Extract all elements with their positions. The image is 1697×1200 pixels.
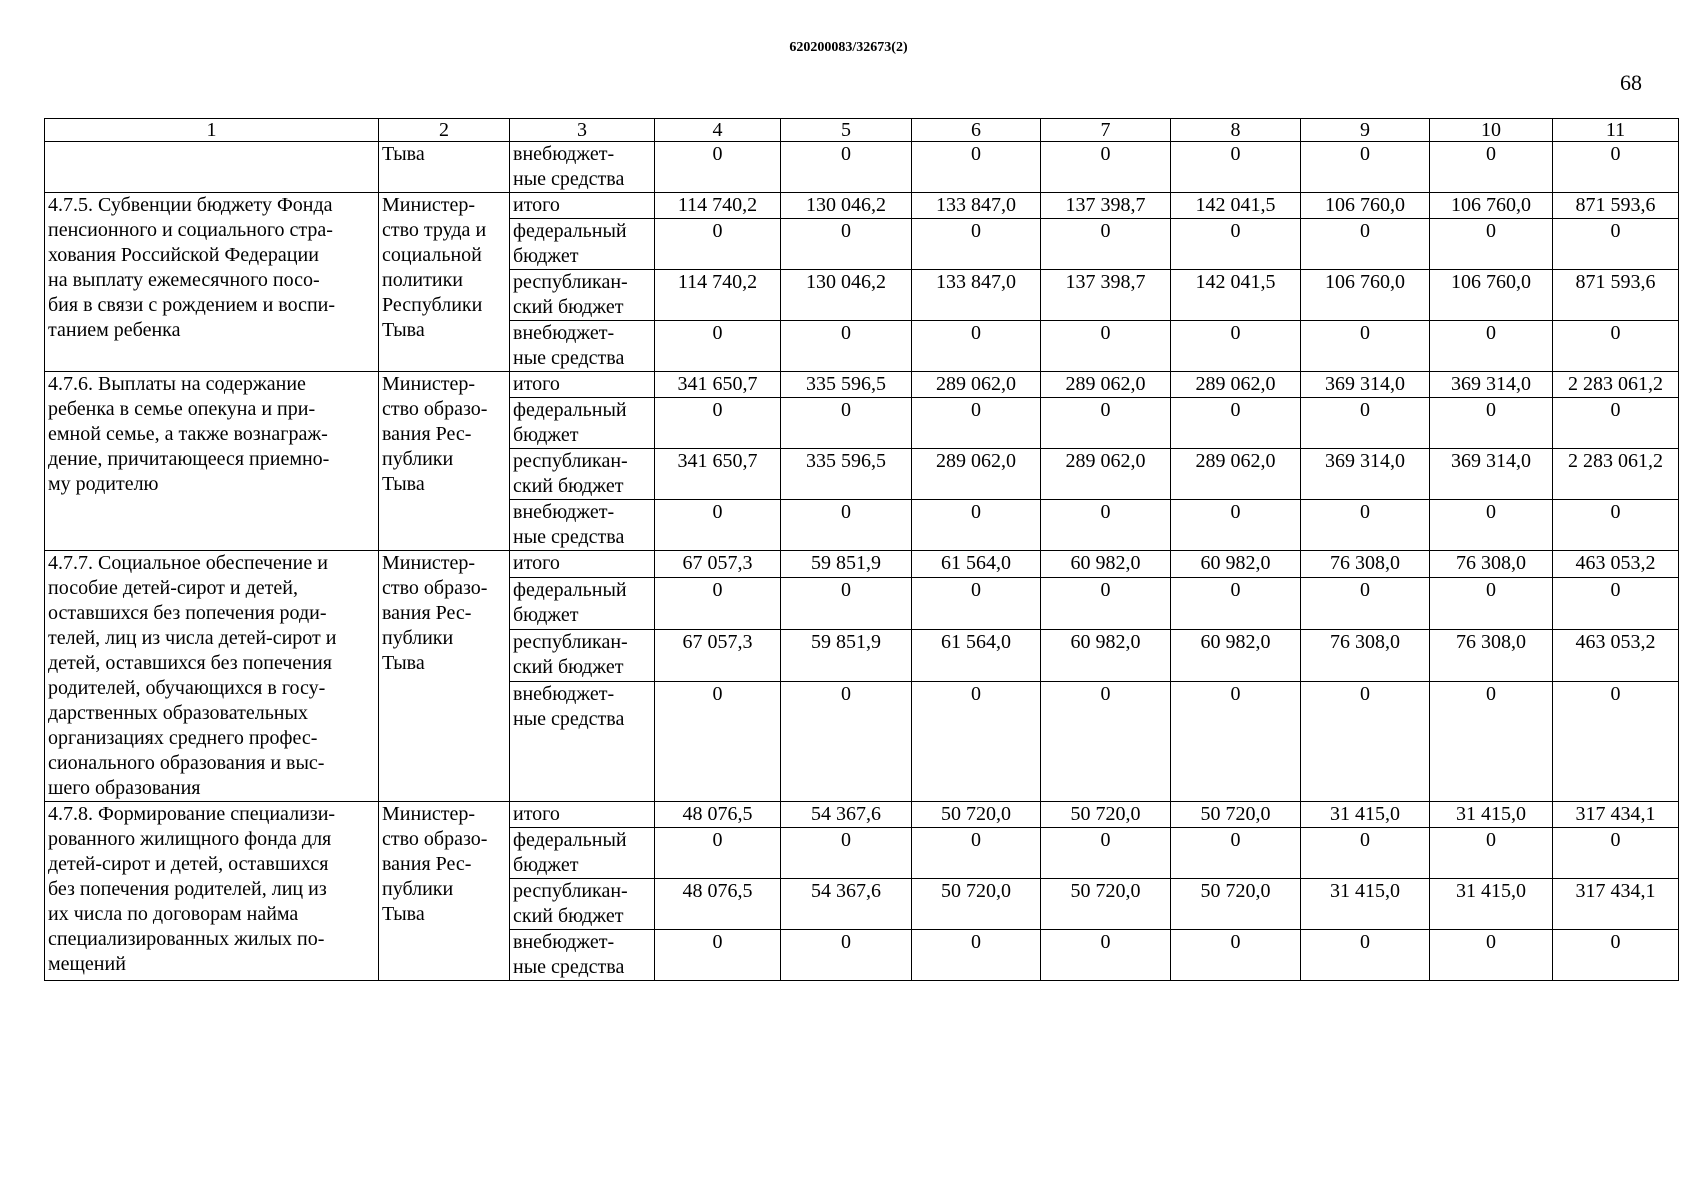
page-number: 68 (1620, 70, 1642, 95)
amount-cell: 0 (1041, 219, 1171, 270)
amount-cell: 0 (1553, 500, 1679, 551)
amount-cell: 0 (1430, 681, 1553, 801)
amount-cell: 0 (655, 577, 781, 629)
amount-cell: 133 847,0 (912, 193, 1041, 219)
funding-source-label: внебюджет- ные средства (510, 930, 655, 981)
amount-cell: 335 596,5 (781, 372, 912, 398)
amount-cell: 76 308,0 (1301, 551, 1430, 578)
amount-cell: 137 398,7 (1041, 270, 1171, 321)
amount-cell: 50 720,0 (912, 879, 1041, 930)
amount-cell: 289 062,0 (912, 372, 1041, 398)
amount-cell: 0 (1301, 398, 1430, 449)
table-row (45, 551, 1679, 578)
executor-name: Министер- ство образо- вания Рес- публики Тыва (379, 551, 510, 802)
column-number: 9 (1301, 119, 1430, 142)
amount-cell: 369 314,0 (1430, 449, 1553, 500)
funding-source-label: внебюджет- ные средства (510, 321, 655, 372)
column-number: 6 (912, 119, 1041, 142)
amount-cell: 0 (1301, 930, 1430, 981)
amount-cell: 59 851,9 (781, 551, 912, 578)
amount-cell: 61 564,0 (912, 629, 1041, 681)
column-number-row (45, 119, 1679, 142)
table-row (45, 372, 1679, 398)
table-row (45, 193, 1679, 219)
amount-cell: 0 (1553, 577, 1679, 629)
amount-cell: 0 (655, 219, 781, 270)
amount-cell: 60 982,0 (1171, 629, 1301, 681)
amount-cell: 289 062,0 (912, 449, 1041, 500)
amount-cell: 54 367,6 (781, 802, 912, 828)
amount-cell: 317 434,1 (1553, 802, 1679, 828)
amount-cell: 76 308,0 (1430, 551, 1553, 578)
amount-cell: 48 076,5 (655, 879, 781, 930)
amount-cell: 0 (1430, 828, 1553, 879)
amount-cell: 2 283 061,2 (1553, 372, 1679, 398)
amount-cell: 0 (1171, 142, 1301, 193)
amount-cell: 0 (781, 577, 912, 629)
amount-cell: 0 (1171, 930, 1301, 981)
activity-description: 4.7.7. Социальное обеспечение и пособие детей-сирот и детей, оставшихся без попечения роди- телей, лиц из числа детей-сирот и детей, оставшихся без попечения родителей, обучающихся в госу- дарственных образовательных организациях среднего профес- сионального образования и выс- шего образования (45, 551, 379, 802)
amount-cell: 50 720,0 (1041, 879, 1171, 930)
budget-table (44, 118, 1679, 981)
amount-cell: 0 (1430, 577, 1553, 629)
amount-cell: 59 851,9 (781, 629, 912, 681)
amount-cell: 106 760,0 (1301, 193, 1430, 219)
amount-cell: 0 (781, 398, 912, 449)
amount-cell: 106 760,0 (1430, 193, 1553, 219)
amount-cell: 0 (1301, 142, 1430, 193)
amount-cell: 54 367,6 (781, 879, 912, 930)
amount-cell: 0 (1171, 219, 1301, 270)
amount-cell: 0 (912, 142, 1041, 193)
amount-cell: 0 (655, 681, 781, 801)
amount-cell: 0 (655, 142, 781, 193)
amount-cell: 0 (781, 321, 912, 372)
amount-cell: 0 (1430, 930, 1553, 981)
column-number: 5 (781, 119, 912, 142)
amount-cell: 0 (1430, 398, 1553, 449)
amount-cell: 0 (1301, 577, 1430, 629)
amount-cell: 130 046,2 (781, 270, 912, 321)
amount-cell: 31 415,0 (1430, 802, 1553, 828)
amount-cell: 67 057,3 (655, 551, 781, 578)
funding-source-label: республикан- ский бюджет (510, 629, 655, 681)
amount-cell: 114 740,2 (655, 193, 781, 219)
amount-cell: 0 (1041, 398, 1171, 449)
amount-cell: 0 (1553, 398, 1679, 449)
amount-cell: 114 740,2 (655, 270, 781, 321)
amount-cell: 0 (1041, 681, 1171, 801)
amount-cell: 0 (1430, 219, 1553, 270)
amount-cell: 130 046,2 (781, 193, 912, 219)
funding-source-label: итого (510, 372, 655, 398)
amount-cell: 871 593,6 (1553, 270, 1679, 321)
amount-cell: 289 062,0 (1041, 372, 1171, 398)
amount-cell: 76 308,0 (1301, 629, 1430, 681)
funding-source-label: федеральный бюджет (510, 577, 655, 629)
funding-source-label: республикан- ский бюджет (510, 879, 655, 930)
funding-source-label: внебюджет- ные средства (510, 500, 655, 551)
amount-cell: 137 398,7 (1041, 193, 1171, 219)
amount-cell: 0 (655, 398, 781, 449)
amount-cell: 0 (912, 219, 1041, 270)
activity-description: 4.7.8. Формирование специализи- рованного жилищного фонда для детей-сирот и детей, оставшихся без попечения родителей, лиц из их числа по договорам найма специализированных жилых по- мещений (45, 802, 379, 981)
column-number: 1 (45, 119, 379, 142)
amount-cell: 289 062,0 (1171, 372, 1301, 398)
executor-name: Министер- ство труда и социальной политики Республики Тыва (379, 193, 510, 372)
amount-cell: 0 (655, 828, 781, 879)
amount-cell: 50 720,0 (912, 802, 1041, 828)
amount-cell: 142 041,5 (1171, 193, 1301, 219)
amount-cell: 50 720,0 (1171, 879, 1301, 930)
activity-description: 4.7.6. Выплаты на содержание ребенка в семье опекуна и при- емной семье, а также вознаграж- дение, причитающееся приемно- му родителю (45, 372, 379, 551)
amount-cell: 76 308,0 (1430, 629, 1553, 681)
amount-cell: 0 (655, 500, 781, 551)
amount-cell: 60 982,0 (1041, 629, 1171, 681)
column-number: 4 (655, 119, 781, 142)
amount-cell: 0 (912, 500, 1041, 551)
amount-cell: 31 415,0 (1301, 802, 1430, 828)
amount-cell: 871 593,6 (1553, 193, 1679, 219)
amount-cell: 0 (912, 577, 1041, 629)
amount-cell: 369 314,0 (1430, 372, 1553, 398)
column-number: 3 (510, 119, 655, 142)
amount-cell: 67 057,3 (655, 629, 781, 681)
column-number: 10 (1430, 119, 1553, 142)
amount-cell: 106 760,0 (1301, 270, 1430, 321)
funding-source-label: внебюджет- ные средства (510, 142, 655, 193)
amount-cell: 0 (912, 398, 1041, 449)
column-number: 8 (1171, 119, 1301, 142)
amount-cell: 0 (781, 500, 912, 551)
amount-cell: 0 (1301, 219, 1430, 270)
amount-cell: 0 (1301, 321, 1430, 372)
amount-cell: 369 314,0 (1301, 449, 1430, 500)
amount-cell: 0 (1041, 142, 1171, 193)
amount-cell: 0 (781, 828, 912, 879)
amount-cell: 341 650,7 (655, 449, 781, 500)
amount-cell: 0 (1553, 142, 1679, 193)
amount-cell: 48 076,5 (655, 802, 781, 828)
amount-cell: 60 982,0 (1041, 551, 1171, 578)
activity-description: 4.7.5. Субвенции бюджету Фонда пенсионного и социального стра- хования Российской Федерации на выплату ежемесячного посо- бия в связи с рождением и воспи- танием ребенка (45, 193, 379, 372)
executor-name: Министер- ство образо- вания Рес- публики Тыва (379, 802, 510, 981)
activity-description (45, 142, 379, 193)
amount-cell: 289 062,0 (1041, 449, 1171, 500)
amount-cell: 463 053,2 (1553, 551, 1679, 578)
column-number: 7 (1041, 119, 1171, 142)
amount-cell: 0 (1171, 828, 1301, 879)
amount-cell: 0 (912, 321, 1041, 372)
amount-cell: 0 (912, 930, 1041, 981)
amount-cell: 0 (1301, 681, 1430, 801)
amount-cell: 0 (1041, 577, 1171, 629)
amount-cell: 106 760,0 (1430, 270, 1553, 321)
amount-cell: 0 (912, 681, 1041, 801)
amount-cell: 60 982,0 (1171, 551, 1301, 578)
funding-source-label: итого (510, 193, 655, 219)
amount-cell: 0 (1041, 930, 1171, 981)
document-id: 620200083/32673(2) (789, 40, 908, 55)
amount-cell: 289 062,0 (1171, 449, 1301, 500)
amount-cell: 0 (781, 142, 912, 193)
amount-cell: 0 (1430, 321, 1553, 372)
table-row (45, 142, 1679, 193)
amount-cell: 0 (1171, 398, 1301, 449)
amount-cell: 0 (1301, 828, 1430, 879)
amount-cell: 0 (781, 930, 912, 981)
amount-cell: 133 847,0 (912, 270, 1041, 321)
funding-source-label: итого (510, 802, 655, 828)
column-number: 11 (1553, 119, 1679, 142)
funding-source-label: федеральный бюджет (510, 219, 655, 270)
amount-cell: 335 596,5 (781, 449, 912, 500)
amount-cell: 0 (655, 321, 781, 372)
amount-cell: 0 (1430, 500, 1553, 551)
amount-cell: 31 415,0 (1301, 879, 1430, 930)
amount-cell: 369 314,0 (1301, 372, 1430, 398)
amount-cell: 463 053,2 (1553, 629, 1679, 681)
funding-source-label: внебюджет- ные средства (510, 681, 655, 801)
amount-cell: 0 (655, 930, 781, 981)
amount-cell: 0 (1171, 577, 1301, 629)
amount-cell: 0 (1301, 500, 1430, 551)
amount-cell: 50 720,0 (1041, 802, 1171, 828)
funding-source-label: федеральный бюджет (510, 828, 655, 879)
executor-name: Тыва (379, 142, 510, 193)
amount-cell: 61 564,0 (912, 551, 1041, 578)
executor-name: Министер- ство образо- вания Рес- публики Тыва (379, 372, 510, 551)
amount-cell: 31 415,0 (1430, 879, 1553, 930)
funding-source-label: республикан- ский бюджет (510, 449, 655, 500)
amount-cell: 0 (781, 681, 912, 801)
amount-cell: 0 (1041, 828, 1171, 879)
amount-cell: 50 720,0 (1171, 802, 1301, 828)
amount-cell: 142 041,5 (1171, 270, 1301, 321)
funding-source-label: федеральный бюджет (510, 398, 655, 449)
amount-cell: 0 (1041, 321, 1171, 372)
amount-cell: 0 (1553, 828, 1679, 879)
amount-cell: 2 283 061,2 (1553, 449, 1679, 500)
amount-cell: 0 (1553, 219, 1679, 270)
amount-cell: 0 (1553, 930, 1679, 981)
amount-cell: 0 (912, 828, 1041, 879)
table-row (45, 802, 1679, 828)
amount-cell: 0 (1171, 681, 1301, 801)
amount-cell: 0 (1430, 142, 1553, 193)
amount-cell: 0 (1171, 321, 1301, 372)
funding-source-label: республикан- ский бюджет (510, 270, 655, 321)
column-number: 2 (379, 119, 510, 142)
amount-cell: 0 (1041, 500, 1171, 551)
amount-cell: 317 434,1 (1553, 879, 1679, 930)
amount-cell: 341 650,7 (655, 372, 781, 398)
amount-cell: 0 (1553, 321, 1679, 372)
amount-cell: 0 (1171, 500, 1301, 551)
amount-cell: 0 (781, 219, 912, 270)
amount-cell: 0 (1553, 681, 1679, 801)
funding-source-label: итого (510, 551, 655, 578)
